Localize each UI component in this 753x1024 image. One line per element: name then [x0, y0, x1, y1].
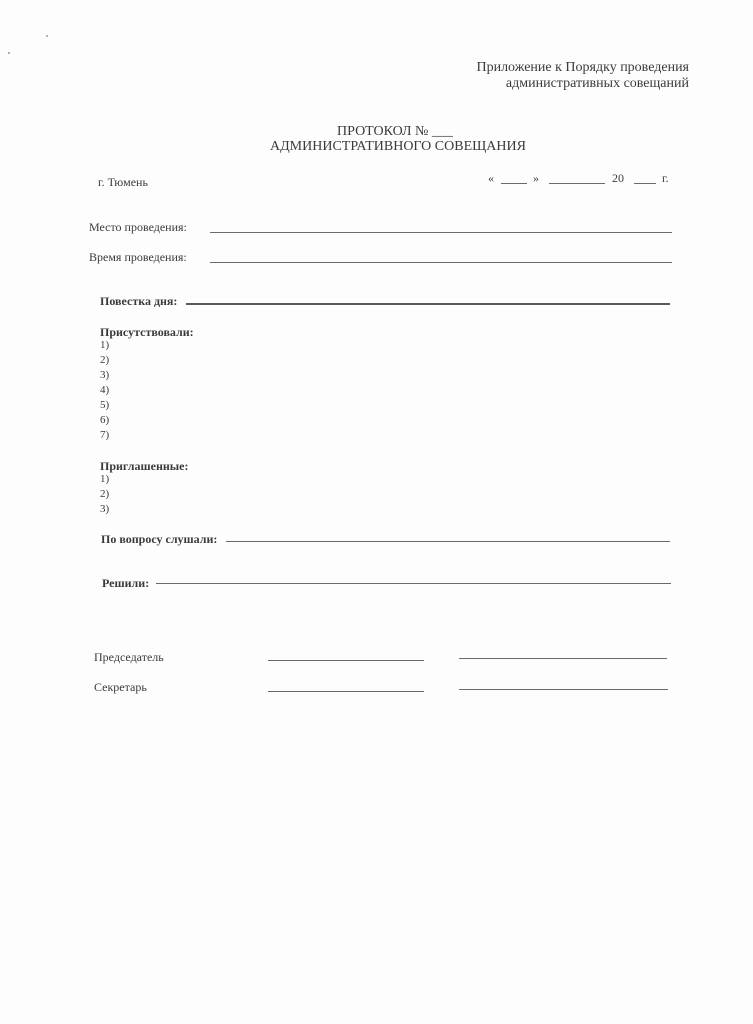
chair-name-blank	[459, 658, 667, 659]
agenda-blank	[186, 303, 670, 305]
city-label: г. Тюмень	[98, 175, 148, 189]
place-blank	[210, 232, 672, 233]
present-item-2: 2)	[100, 354, 110, 366]
date-century: 20	[612, 171, 624, 185]
scan-speck	[46, 35, 48, 37]
heard-blank	[226, 541, 670, 542]
present-item-7: 7)	[100, 429, 110, 441]
present-label: Присутствовали:	[100, 325, 194, 339]
invited-label: Приглашенные:	[100, 459, 189, 473]
secretary-signature-blank	[268, 691, 424, 692]
heard-label: По вопросу слушали:	[101, 532, 218, 546]
present-item-3: 3)	[100, 369, 110, 381]
date-open-quote: «	[488, 171, 494, 185]
place-label: Место проведения:	[89, 220, 187, 234]
time-blank	[210, 262, 672, 263]
appendix-line-1: Приложение к Порядку проведения	[476, 60, 689, 75]
chair-label: Председатель	[94, 650, 164, 664]
invited-item-2: 2)	[100, 488, 110, 500]
chair-signature-blank	[268, 660, 424, 661]
present-item-6: 6)	[100, 414, 110, 426]
date-day-blank	[501, 183, 527, 184]
invited-item-1: 1)	[100, 473, 110, 485]
present-item-1: 1)	[100, 339, 110, 351]
protocol-subtitle: АДМИНИСТРАТИВНОГО СОВЕЩАНИЯ	[270, 139, 526, 154]
decided-blank	[156, 583, 671, 584]
agenda-label: Повестка дня:	[100, 294, 178, 308]
date-month-blank	[549, 183, 605, 184]
date-year-suffix: г.	[662, 171, 669, 185]
invited-item-3: 3)	[100, 503, 110, 515]
date-close-quote: »	[533, 171, 539, 185]
present-item-4: 4)	[100, 384, 110, 396]
decided-label: Решили:	[102, 576, 150, 590]
date-year-blank	[634, 183, 656, 184]
secretary-label: Секретарь	[94, 680, 147, 694]
present-item-5: 5)	[100, 399, 110, 411]
secretary-name-blank	[459, 689, 668, 690]
appendix-line-2: административных совещаний	[505, 76, 689, 91]
scan-speck	[8, 52, 10, 54]
protocol-title: ПРОТОКОЛ № ___	[337, 124, 453, 139]
time-label: Время проведения:	[89, 250, 187, 264]
